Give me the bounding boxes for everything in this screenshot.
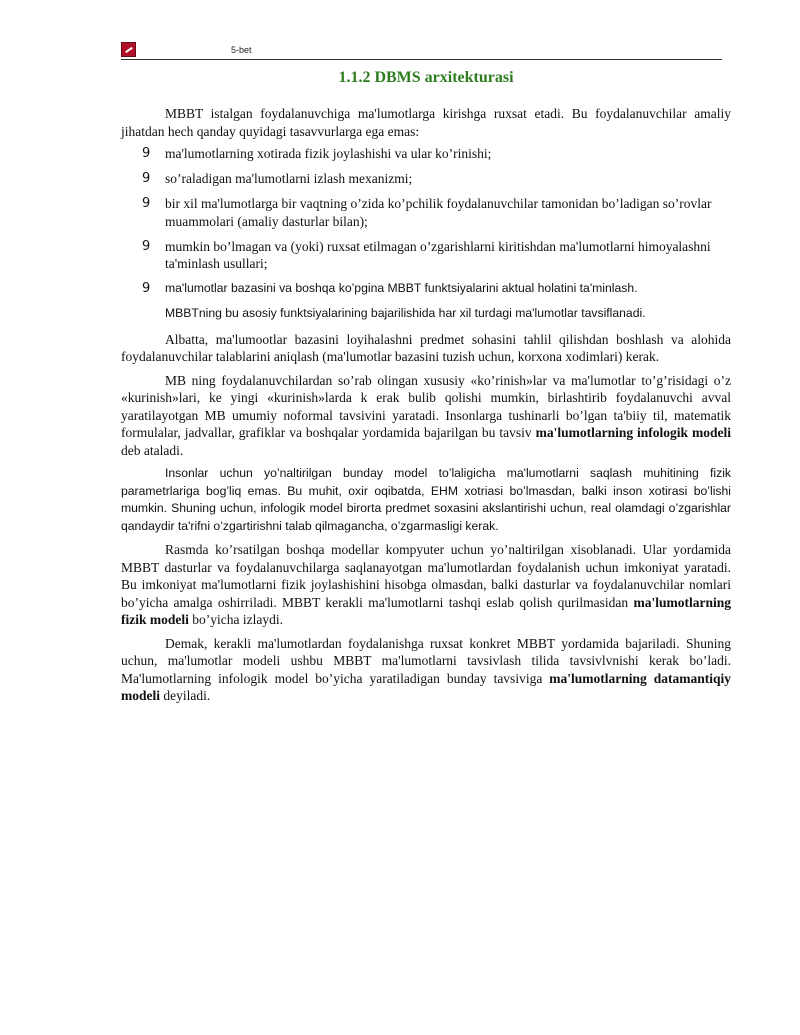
term-physical-model: ma'lumotlarning fizik modeli [121,594,731,627]
bullet-list [121,145,731,298]
bullet-marker: 9 [142,196,151,211]
list-item: 9 ma'lumotlar bazasini va boshqa ko’pgina MBBT funktsiyalarini aktual holatini ta'minlash. [142,281,638,296]
paragraph-1: Albatta, ma'lumootlar bazasini loyihalashni predmet sohasini tahlil qilishdan boshlash va alohida foydalanuvchilar talablarini aniqlash (ma'lumotlar bazasini tuzish uchun, korxona xodimlari) kerak. [121,331,731,364]
list-item: 9 ma'lumotlarning xotirada fizik joylashishi va ular ko’rinishi; [142,146,492,161]
paragraph-5: Demak, kerakli ma'lumotlardan foydalanishga ruxsat konkret MBBT yordamida bajariladi. Shuning uchun, ma'lumotlar modeli ushbu MBBT ma'lumotlarni tavsivlash tilida tavsivlvnishi kerak bo’ladi. Ma'lumotlarning infologik model bo’yicha yaratiladigan bunday tavsiviga ma'lumotlarning datamantiqiy modeli deyiladi. [121,635,731,703]
intro-paragraph: MBBT istalgan foydalanuvchiga ma'lumotlarga kirishga ruxsat etadi. Bu foydalanuvchilar amaliy jihatdan hech qanday quyidagi tasavvurlarga ega emas: [121,106,731,139]
paragraph-4: Rasmda ko’rsatilgan boshqa modellar kompyuter uchun yo’naltirilgan xisoblanadi. Ular yordamida MBBT dasturlar va foydalanuvchilarga saqlanayotgan ma'lumotlardan foydalanish uchun imkoniyat yaratadi. Bu imkoniyat ma'lumotlarni fizik joylashishini hisobga olmasdan, balki dasturlar va foydalanuvchilar nomlari bo’yicha amalga oshirriladi. MBBT kerakli ma'lumotlarni tashqi eslab qolish qurilmasidan ma'lumotlarning fizik modeli bo’yicha izlaydi. [121,542,731,627]
section-title: 1.1.2 DBMS arxitekturasi [338,69,514,86]
page-number-label: 5-bet [231,45,252,55]
bullet-marker: 9 [142,146,151,161]
bullet-marker: 9 [142,238,151,254]
list-item: 9 mumkin bo’lmagan va (yoki) ruxsat etilmagan o’zgarishlarni kiritishdan ma'lumotlarni himoyalashni ta'minlash usullari; [142,238,711,271]
term-datalogical-model: ma'lumotlarning datamantiqiy modeli [121,670,731,703]
list-item: 9 so’raladigan ma'lumotlarni izlash mexanizmi; [142,171,413,186]
paragraph-2: MB ning foydalanuvchilardan so’rab olingan xususiy «ko’rinish»lar va ma'lumotlar to’g’risidagi o’z «kurinish»lari, ke yingi «kurinish»larda k erak bulib qolishi mumkin, birlashtirib foydalanuvchi avval yaratilayotgan MB umumiy noformal tavsivini yaratadi. Insonlarga tushinarli bo’lgan ta'biiy til, matematik formulalar, jadvallar, grafiklar va boshqalar yordamida bajarilgan bu tavsiv ma'lumotlarning infologik modeli deb ataladi. [121,372,731,458]
term-infological-model: ma'lumotlarning infologik modeli [535,425,731,440]
page-content [121,68,731,711]
document-logo-icon [121,42,136,57]
functions-note: MBBTning bu asosiy funktsiyalarining bajarilishida har xil turdagi ma'lumotlar tavsiflanadi. [165,306,646,320]
bullet-marker: 9 [142,171,151,186]
paragraph-3: Insonlar uchun yo’naltirilgan bunday model to’laligicha ma'lumotlarni saqlash muhitining fizik parametrlariga bog’liq emas. Bu muhit, oxir oqibatda, EHM xotriasi bo’lmasdan, balki inson xotirasi bo’lishi mumkin. Shuning uchun, infologik model birorta predmet soxasini akslantirishi uchun, real olamdagi o’zgarishlar qandaydir ta'rifni o’zgartirishni talab qilmagancha, o’zgarmasligi kerak. [121,466,731,533]
list-item: 9 bir xil ma'lumotlarga bir vaqtning o’zida ko’pchilik foydalanuvchilar tamonidan bo’ladigan so’rovlar muammolari (amaliy dasturlar bilan); [142,196,712,229]
page-header [121,42,722,60]
bullet-marker: 9 [142,281,151,296]
